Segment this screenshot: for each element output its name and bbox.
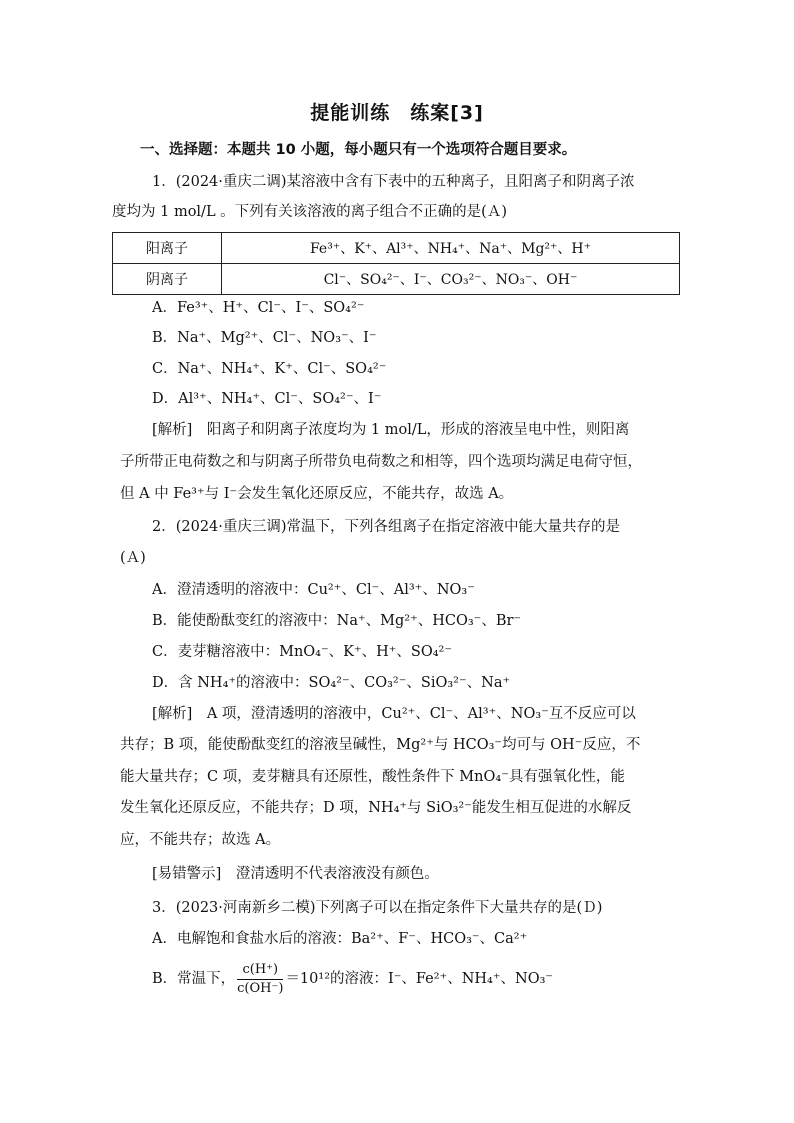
q1-option-b: B．Na⁺、Mg²⁺、Cl⁻、NO₃⁻、I⁻	[152, 330, 377, 346]
q2-option-d: D．含 NH₄⁺的溶液中：SO₄²⁻、CO₃²⁻、SiO₃²⁻、Na⁺	[152, 675, 511, 691]
q1-option-c: C．Na⁺、NH₄⁺、K⁺、Cl⁻、SO₄²⁻	[152, 361, 387, 377]
q2-analysis-line1: [解析] A 项，澄清透明的溶液中，Cu²⁺、Cl⁻、Al³⁺、NO₃⁻互不反应可以	[152, 706, 636, 722]
q1-analysis-line2: 子所带正电荷数之和与阴离子所带负电荷数之和相等，四个选项均满足电荷守恒，	[120, 454, 642, 470]
q2-analysis-line4: 发生氧化还原反应，不能共存；D 项，NH₄⁺与 SiO₃²⁻能发生相互促进的水解反	[120, 800, 632, 816]
q2-analysis-line2: 共存；B 项，能使酚酞变红的溶液呈碱性，Mg²⁺与 HCO₃⁻均可与 OH⁻反应，不	[120, 737, 641, 753]
q2-stem-line1: 2．(2024·重庆三调)常温下，下列各组离子在指定溶液中能大量共存的是	[152, 519, 621, 535]
table-row	[113, 264, 680, 295]
table-row	[113, 233, 680, 264]
q2-analysis-line5: 应，不能共存；故选 A。	[120, 832, 281, 848]
q1-analysis-line3: 但 A 中 Fe³⁺与 I⁻会发生氧化还原反应，不能共存，故选 A。	[120, 486, 514, 502]
table-cell-anions: Cl⁻、SO₄²⁻、I⁻、CO₃²⁻、NO₃⁻、OH⁻	[222, 264, 680, 295]
q1-stem-line2: 度均为 1 mol/L 。下列有关该溶液的离子组合不正确的是(Ａ)	[112, 204, 507, 220]
fraction-numerator: c(H⁺)	[237, 961, 283, 980]
q1-option-d: D．Al³⁺、NH₄⁺、Cl⁻、SO₄²⁻、I⁻	[152, 391, 382, 407]
q3-option-a: A．电解饱和食盐水后的溶液：Ba²⁺、F⁻、HCO₃⁻、Ca²⁺	[152, 931, 528, 947]
q3-option-b-prefix: B．常温下，	[152, 971, 236, 987]
fraction-denominator: c(OH⁻)	[237, 980, 284, 996]
q1-stem-line1: 1．(2024·重庆二调)某溶液中含有下表中的五种离子，且阳离子和阴离子浓	[152, 174, 635, 190]
q3-option-b-suffix: ＝10¹²的溶液：I⁻、Fe²⁺、NH₄⁺、NO₃⁻	[285, 971, 554, 987]
table-cell-cations: Fe³⁺、K⁺、Al³⁺、NH₄⁺、Na⁺、Mg²⁺、H⁺	[222, 233, 680, 264]
page-title: 提能训练 练案[3]	[310, 102, 484, 124]
q2-analysis-line3: 能大量共存；C 项，麦芽糖具有还原性，酸性条件下 MnO₄⁻具有强氧化性，能	[120, 769, 625, 785]
q1-analysis-line1: [解析] 阳离子和阴离子浓度均为 1 mol/L，形成的溶液呈电中性，则阳离	[152, 422, 630, 438]
table-header-cation: 阳离子	[113, 233, 222, 264]
q1-option-a: A．Fe³⁺、H⁺、Cl⁻、I⁻、SO₄²⁻	[152, 300, 365, 316]
ratio-fraction	[237, 961, 283, 998]
q3-stem: 3．(2023·河南新乡二模)下列离子可以在指定条件下大量共存的是(Ｄ)	[152, 900, 603, 916]
ion-table	[112, 232, 680, 295]
section-heading: 一、选择题：本题共 10 小题，每小题只有一个选项符合题目要求。	[140, 142, 577, 158]
q2-option-c: C．麦芽糖溶液中：MnO₄⁻、K⁺、H⁺、SO₄²⁻	[152, 644, 453, 660]
q2-warning: [易错警示] 澄清透明不代表溶液没有颜色。	[152, 866, 439, 882]
table-header-anion: 阴离子	[113, 264, 222, 295]
q2-stem-line2: (Ａ)	[120, 550, 146, 566]
q2-option-a: A．澄清透明的溶液中：Cu²⁺、Cl⁻、Al³⁺、NO₃⁻	[152, 582, 475, 598]
q2-option-b: B．能使酚酞变红的溶液中：Na⁺、Mg²⁺、HCO₃⁻、Br⁻	[152, 613, 522, 629]
q3-option-b	[152, 960, 553, 998]
